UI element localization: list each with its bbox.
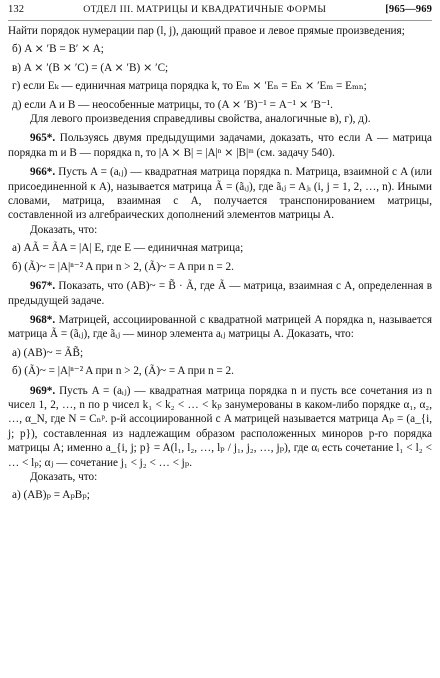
problem-number: 965*. [30,132,56,145]
page-number: 132 [8,4,25,15]
problem-text: Пользуясь двумя предыдущими задачами, доказать, что если A — матрица порядка m и B — порядка n, то |A ⨯ B| = |A|ⁿ ⨯ |B|ᵐ (см. задачу 540). [8,132,433,159]
problem-text: Показать, что (AB)~ = B̃ · Ã, где Ã — матрица, взаимная с A, определенная в предыдущей задаче. [8,280,432,307]
property-d: д) если A и B — неособенные матрицы, то (A ⨯ ′B)⁻¹ = A⁻¹ ⨯ ′B⁻¹. [12,98,333,111]
problem-966-part-b: б) (Ã)~ = |A|ⁿ⁻² A при n > 2, (Ã)~ = A при n = 2. [12,260,234,273]
prove-label: Доказать, что: [30,223,98,236]
intro-paragraph: Найти порядок нумерации пар (l, j), дающий правое и левое прямые произведения; [8,25,405,37]
problem-968-part-a: а) (AB)~ = ÃB̃; [12,346,84,359]
property-b: б) A ⨯ ′B = B′ ⨯ A; [12,43,104,56]
problem-968 [8,313,432,342]
problem-966-part-a: а) AÃ = ÃA = |A| E, где E — единичная матрица; [12,242,244,255]
problem-966 [8,165,432,223]
page-header [8,3,432,21]
problem-967 [8,279,432,308]
problem-number: 967*. [30,280,56,293]
left-product-note: Для левого произведения справедливы свойства, аналогичные в), г), д). [30,113,371,126]
property-g: г) если Eₖ — единичная матрица порядка k, то Eₘ ⨯ ′Eₙ = Eₙ ⨯ ′Eₘ = Eₘₙ; [12,80,367,93]
problem-969 [8,384,432,470]
problem-text: Матрицей, ассоциированной с квадратной матрицей A порядка n, называется матрица Ã = (ãᵢⱼ), где ãᵢⱼ — минор элемента aᵢⱼ матрицы A. Доказать, что: [8,313,433,341]
problem-text: Пусть A = (aᵢⱼ) — квадратная матрица порядка n. Матрица, взаимной с A (или присоединенной к A), называется матрица Ã = (ãᵢⱼ), где ãᵢⱼ = Aⱼᵢ (i, j = 1, 2, …, n). Иными словами, матрица, взаимная с A, получается транспонированием матрицы, составленной из алгебраических дополнений элементов матрицы A. [8,166,433,222]
problem-968-part-b: б) (Ã)~ = |A|ⁿ⁻² A при n > 2, (Ã)~ = A при n = 2. [12,365,234,378]
section-title: ОТДЕЛ III. МАТРИЦЫ И КВАДРАТИЧНЫЕ ФОРМЫ [83,4,327,15]
problem-number: 969*. [30,384,56,397]
problem-range: [965—969 [385,4,432,15]
page [0,3,440,678]
problem-969-part-a: а) (AB)ₚ = AₚBₚ; [12,489,90,502]
property-v: в) A ⨯ ′(B ⨯ ′C) = (A ⨯ ′B) ⨯ ′C; [12,61,169,74]
problem-number: 966*. [30,166,56,179]
problem-965 [8,131,432,160]
problem-text: Пусть A = (aᵢⱼ) — квадратная матрица порядка n и пусть все сочетания из n чисел 1, 2, …, n по p чисел k₁ < k₂ < … < kₚ занумерованы в каком-либо порядке α₁, α₂, …, α_N, где N = Cₙᵖ. p-й ассоциированной с A матрицей называется матрица Aₚ = (a_{i, j; p}), составленная из надлежащим образом расположенных миноров p-го порядка матрицы A; именно a_{i, j; p} = A(l₁, l₂, …, lₚ / j₁, j₂, …, jₚ), где αᵢ есть сочетание l₁ < l₂ < … < lₚ; αⱼ — сочетание j₁ < j₂ < … < jₚ. [8,384,433,469]
prove-label: Доказать, что: [30,470,98,483]
problem-number: 968*. [30,313,56,326]
